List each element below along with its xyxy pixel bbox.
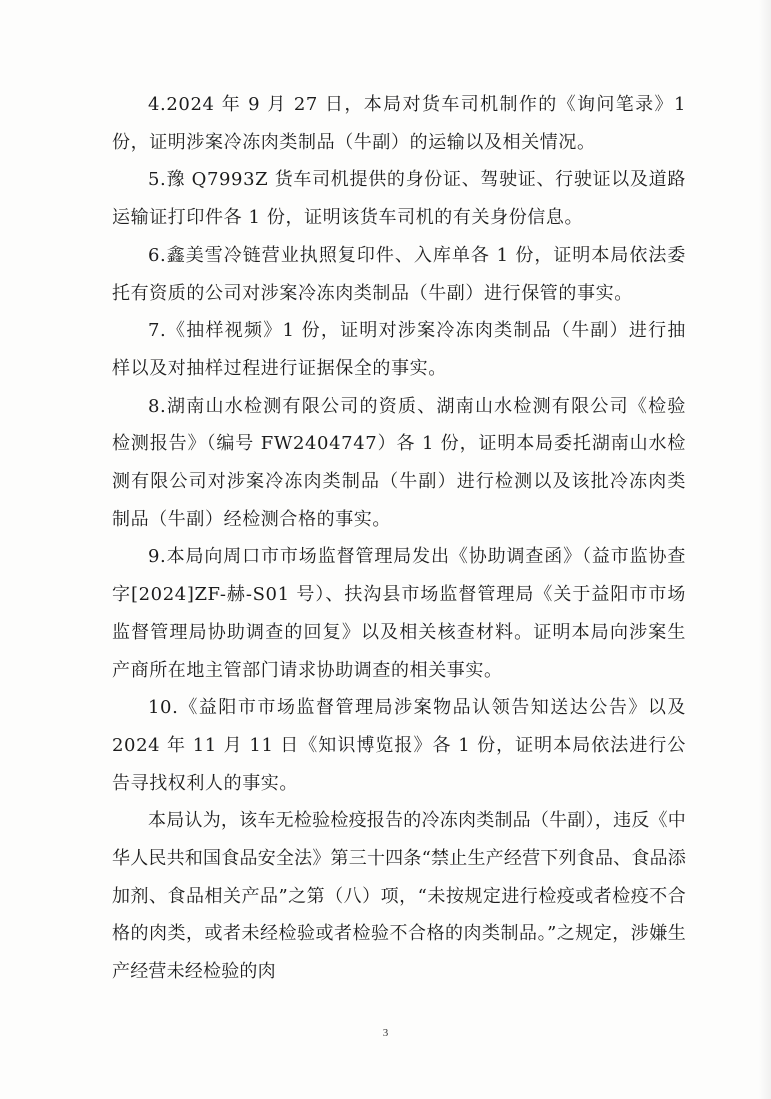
paragraph-item-9: 9.本局向周口市市场监督管理局发出《协助调查函》（益市监协查字[2024]ZF-赫-S01 号）、扶沟县市场监督管理局《关于益阳市市场监督管理局协助调查的回复》以及相关核查材料。证明本局向涉案生产商所在地主管部门请求协助调查的相关事实。 bbox=[112, 546, 686, 681]
paragraph-conclusion: 本局认为，该车无检验检疫报告的冷冻肉类制品（牛副），违反《中华人民共和国食品安全法》第三十四条“禁止生产经营下列食品、食品添加剂、食品相关产品”之第（八）项，“未按规定进行检疫或者检疫不合格的肉类，或者未经检验或者检验不合格的肉类制品。”之规定，涉嫌生产经营未经检验的肉 bbox=[112, 810, 686, 983]
paragraph-item-5: 5.豫 Q7993Z 货车司机提供的身份证、驾驶证、行驶证以及道路运输证打印件各 1 份，证明该货车司机的有关身份信息。 bbox=[112, 169, 686, 229]
paragraph-item-8: 8.湖南山水检测有限公司的资质、湖南山水检测有限公司《检验检测报告》（编号 FW2404747）各 1 份，证明本局委托湖南山水检测有限公司对涉案冷冻肉类制品（牛副）进行检测以及该批冷冻肉类制品（牛副）经检测合格的事实。 bbox=[112, 395, 686, 530]
scan-edge-shadow bbox=[759, 0, 771, 1099]
paragraph-item-10: 10.《益阳市市场监督管理局涉案物品认领告知送达公告》以及 2024 年 11 月 11 日《知识博览报》各 1 份，证明本局依法进行公告寻找权利人的事实。 bbox=[112, 697, 686, 794]
page-number: 3 bbox=[382, 1027, 389, 1039]
paragraph-item-7: 7.《抽样视频》1 份，证明对涉案冷冻肉类制品（牛副）进行抽样以及对抽样过程进行证据保全的事实。 bbox=[112, 320, 686, 379]
paragraph-item-6: 6.鑫美雪冷链营业执照复印件、入库单各 1 份，证明本局依法委托有资质的公司对涉案冷冻肉类制品（牛副）进行保管的事实。 bbox=[112, 244, 686, 304]
document-body bbox=[112, 86, 686, 991]
paragraph-item-4: 4.2024 年 9 月 27 日，本局对货车司机制作的《询问笔录》1 份，证明涉案冷冻肉类制品（牛副）的运输以及相关情况。 bbox=[112, 94, 686, 153]
